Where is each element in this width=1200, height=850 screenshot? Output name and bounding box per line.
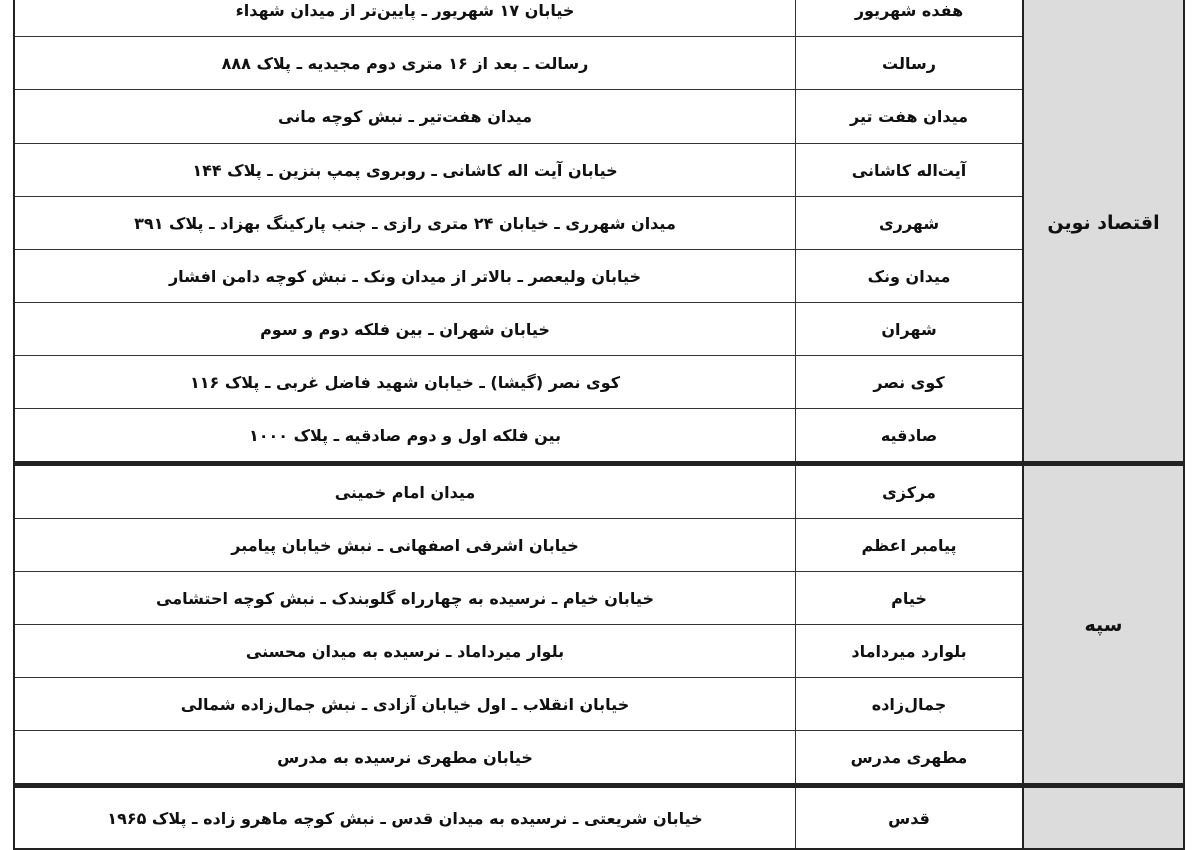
table-row: [15, 572, 1022, 625]
bank-group: [13, 0, 1185, 463]
table-row: [15, 788, 1022, 848]
branch-cell: صادقیه: [880, 425, 938, 445]
branch-cell: بلوارد میرداماد: [851, 641, 967, 661]
address-cell: خیابان آیت اله کاشانی ـ روبروی پمپ بنزین ـ پلاک ۱۴۴: [15, 144, 796, 196]
address-cell: میدان هفت‌تیر ـ نبش کوچه مانی: [15, 90, 796, 143]
address-cell: رسالت ـ بعد از ۱۶ متری دوم مجیدیه ـ پلاک ۸۸۸: [15, 37, 796, 89]
branch-cell: مرکزی: [882, 482, 936, 502]
table-row: [15, 625, 1022, 678]
address-cell: خیابان خیام ـ نرسیده به چهارراه گلوبندک ـ نبش کوچه احتشامی: [15, 572, 796, 624]
branch-rows: [15, 466, 1022, 783]
branch-cell: شهرری: [878, 213, 940, 233]
table-row: [15, 731, 1022, 783]
address-cell: خیابان انقلاب ـ اول خیابان آزادی ـ نبش جمال‌زاده شمالی: [15, 678, 796, 730]
table-row: [15, 678, 1022, 731]
table-row: [15, 409, 1022, 461]
address-cell: خیابان شریعتی ـ نرسیده به میدان قدس ـ نبش کوچه ماهرو زاده ـ پلاک ۱۹۶۵: [15, 788, 796, 848]
table-row: [15, 466, 1022, 519]
branch-cell: میدان هفت تیر: [850, 107, 968, 126]
address-cell: خیابان مطهری نرسیده به مدرس: [15, 731, 796, 783]
address-cell: کوی نصر (گیشا) ـ خیابان شهید فاضل غربی ـ پلاک ۱۱۶: [15, 356, 796, 408]
branch-table: [13, 0, 1185, 850]
branch-cell: پیامبر اعظم: [861, 535, 957, 555]
table-row: [15, 90, 1022, 144]
branch-rows: [15, 0, 1022, 461]
bank-name-cell: اقتصاد نوین: [1022, 0, 1183, 461]
bank-name-cell: [1022, 788, 1183, 848]
address-cell: خیابان شهران ـ بین فلکه دوم و سوم: [15, 303, 796, 355]
address-cell: خیابان اشرفی اصفهانی ـ نبش خیابان پیامبر: [15, 519, 796, 571]
branch-cell: خیام: [891, 588, 927, 608]
address-cell: بلوار میرداماد ـ نرسیده به میدان محسنی: [15, 625, 796, 677]
branch-cell: کوی نصر: [873, 372, 945, 392]
bank-group: [13, 463, 1185, 785]
branch-rows: [15, 788, 1022, 848]
branch-cell: شهران: [881, 319, 937, 339]
address-cell: خیابان ۱۷ شهریور ـ پایین‌تر از میدان شهداء: [15, 0, 796, 36]
table-row: [15, 303, 1022, 356]
branch-cell: جمال‌زاده: [871, 694, 947, 714]
table-row: [15, 0, 1022, 37]
branch-cell: رسالت: [882, 53, 936, 73]
branch-cell: آیت‌اله کاشانی: [851, 160, 967, 180]
table-row: [15, 144, 1022, 197]
branch-cell: هفده شهریور: [854, 0, 964, 20]
branch-cell: میدان ونک: [867, 266, 951, 286]
address-cell: خیابان ولیعصر ـ بالاتر از میدان ونک ـ نبش کوچه دامن افشار: [15, 250, 796, 302]
address-cell: میدان شهرری ـ خیابان ۲۴ متری رازی ـ جنب پارکینگ بهزاد ـ پلاک ۳۹۱: [15, 197, 796, 249]
address-cell: میدان امام خمینی: [15, 466, 796, 518]
bank-name-cell: سپه: [1022, 466, 1183, 783]
table-row: [15, 250, 1022, 303]
branch-cell: قدس: [888, 808, 930, 828]
table-row: [15, 356, 1022, 409]
table-row: [15, 37, 1022, 90]
branch-cell: مطهری مدرس: [850, 747, 968, 767]
table-row: [15, 519, 1022, 572]
address-cell: بین فلکه اول و دوم صادقیه ـ پلاک ۱۰۰۰: [15, 409, 796, 461]
table-row: [15, 197, 1022, 250]
bank-group: [13, 785, 1185, 850]
